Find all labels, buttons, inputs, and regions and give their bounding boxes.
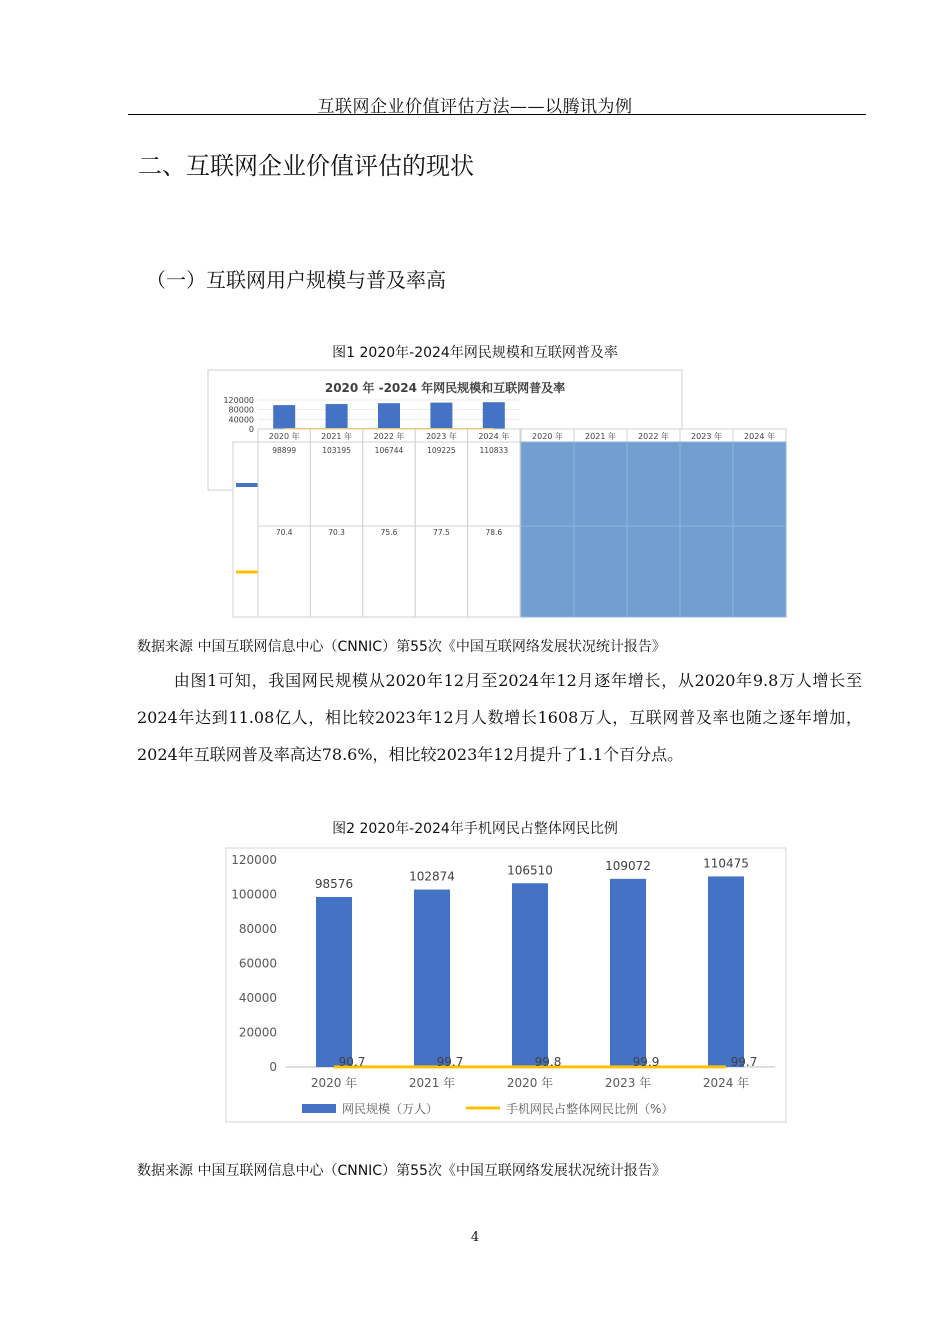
figure1-category-label: 2020 年 <box>268 432 300 441</box>
figure2-bar-label: 102874 <box>409 869 455 884</box>
figure1-category-label-right: 2022 年 <box>638 432 669 441</box>
figure2-caption: 图2 2020年-2024年手机网民占整体网民比例 <box>332 821 618 837</box>
figure2-bar <box>512 883 548 1067</box>
figure2-bar-label: 110475 <box>703 856 749 871</box>
figure1-value-label: 103195 <box>322 446 351 455</box>
figure1-percent-label: 70.3 <box>328 528 345 537</box>
figure2-line-label: 99.7 <box>730 1054 758 1069</box>
figure1-value-label: 110833 <box>479 446 509 455</box>
figure2-legend-bar-label: 网民规模（万人） <box>342 1102 439 1116</box>
figure2-line-label: 90.7 <box>338 1054 366 1069</box>
figure1-percent-label: 70.4 <box>275 528 293 537</box>
page-number: 4 <box>470 1230 480 1245</box>
section-title: 二、互联网企业价值评估的现状 <box>138 152 474 180</box>
figure2-source: 数据来源 中国互联网信息中心（CNNIC）第55次《中国互联网络发展状况统计报告》 <box>137 1163 666 1179</box>
figure1-y-tick: 0 <box>248 425 254 434</box>
figure1-category-label-right: 2023 年 <box>691 432 722 441</box>
figure2-bar <box>708 876 744 1067</box>
figure2-bar <box>414 890 450 1067</box>
figure1-category-label: 2021 年 <box>321 432 353 441</box>
figure2-bar-label: 109072 <box>605 858 651 873</box>
figure2-line-label: 99.8 <box>534 1054 562 1069</box>
figure2-bar-label: 98576 <box>314 876 354 891</box>
figure2-bar <box>316 897 352 1067</box>
running-header: 互联网企业价值评估方法——以腾讯为例 <box>317 97 633 117</box>
figure2-y-tick: 0 <box>269 1060 277 1074</box>
figure2-y-tick: 20000 <box>238 1025 277 1040</box>
figure2-y-tick: 100000 <box>231 887 277 902</box>
figure2-bar-label: 106510 <box>507 863 553 878</box>
figure1-category-label: 2023 年 <box>425 432 457 441</box>
figure1-percent-label: 77.5 <box>433 528 450 537</box>
figure2-bar <box>610 879 646 1067</box>
figure1-value-label: 106744 <box>374 446 404 455</box>
figure2-category-label: 2020 年 <box>506 1076 554 1090</box>
figure2-y-tick: 60000 <box>238 956 277 971</box>
figure1-category-label: 2024 年 <box>478 432 510 441</box>
subsection-title: （一）互联网用户规模与普及率高 <box>146 268 446 292</box>
figure1-percent-label: 78.6 <box>485 528 503 537</box>
figure1-percent-label: 75.6 <box>380 528 398 537</box>
figure2-legend-line-label: 手机网民占整体网民比例（%） <box>506 1102 674 1116</box>
figure1-y-tick: 120000 <box>223 396 254 405</box>
paragraph-text: 由图1可知，我国网民规模从2020年12月至2024年12月逐年增长，从2020年9.8万人增长至2024年达到11.08亿人，相比较2023年12月人数增长1608万人，互联网普及率也随之逐年增加，2024年互联网普及率高达78.6%，相比较2023年12月提升了1.1个百分点。 <box>137 671 862 764</box>
figure1-value-label: 98899 <box>272 446 297 455</box>
figure2-line-label: 99.9 <box>632 1054 660 1069</box>
figure1-source: 数据来源 中国互联网信息中心（CNNIC）第55次《中国互联网络发展状况统计报告》 <box>137 639 666 655</box>
figure2-category-label: 2021 年 <box>408 1076 456 1090</box>
figure2-y-tick: 120000 <box>231 853 277 867</box>
figure2-y-tick: 80000 <box>238 922 277 936</box>
figure1-y-tick: 40000 <box>228 415 254 425</box>
figure1-caption: 图1 2020年-2024年网民规模和互联网普及率 <box>332 345 618 361</box>
figure2-category-label: 2023 年 <box>604 1076 652 1090</box>
figure1-value-label: 109225 <box>427 446 456 455</box>
figure2-y-tick: 40000 <box>238 991 277 1005</box>
figure1-category-label: 2022 年 <box>373 432 405 441</box>
figure2-category-label: 2020 年 <box>310 1076 358 1090</box>
figure1-inner-title: 2020 年 -2024 年网民规模和互联网普及率 <box>324 381 566 395</box>
figure1-category-label-right: 2024 年 <box>744 432 775 441</box>
figure1-category-label-right: 2020 年 <box>532 432 563 441</box>
figure2-category-label: 2024 年 <box>702 1076 750 1090</box>
figure2-line-label: 99.7 <box>436 1054 464 1069</box>
figure1-category-label-right: 2021 年 <box>585 432 616 441</box>
figure2-legend-bar-key <box>302 1104 336 1113</box>
figure1-y-tick: 80000 <box>228 405 254 415</box>
